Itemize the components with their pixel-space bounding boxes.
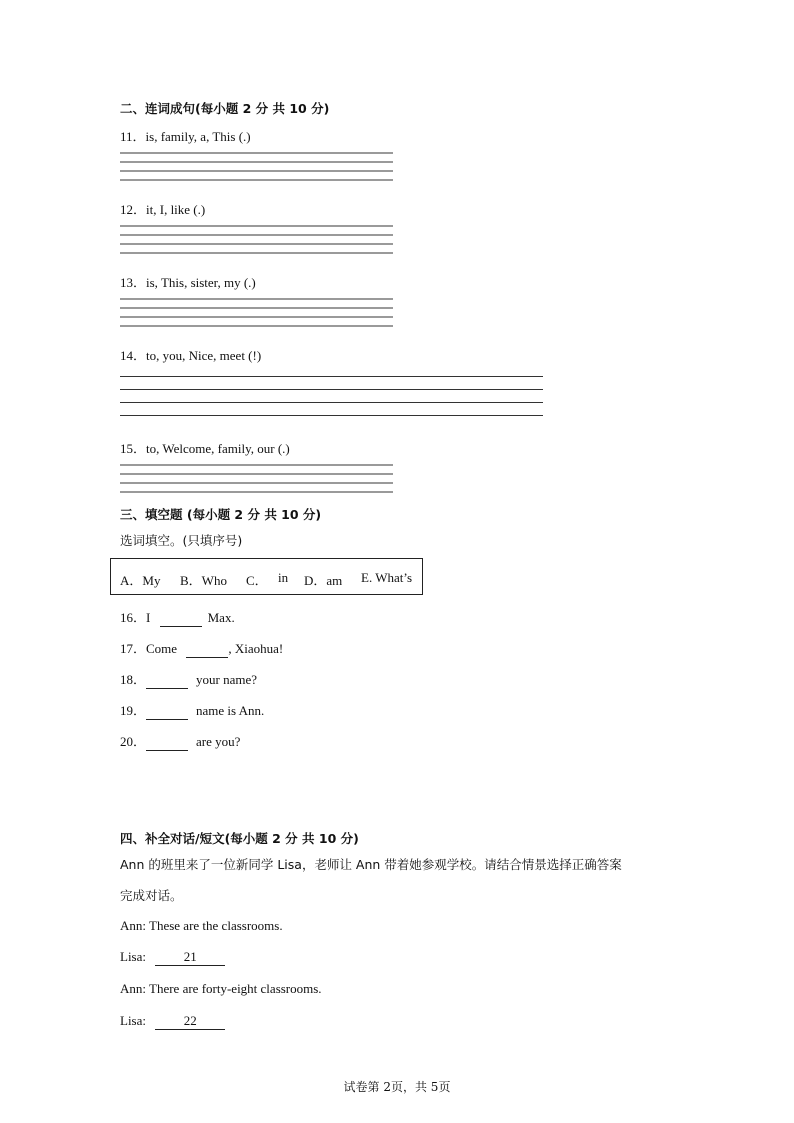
answer-lines-15[interactable] [120, 464, 393, 493]
question-17 [120, 638, 283, 658]
question-before: I [146, 610, 151, 625]
question-text: it, I, like (.) [146, 202, 206, 217]
question-18 [120, 669, 257, 689]
question-after: your name? [196, 672, 258, 687]
question-number: 13． [120, 275, 147, 290]
question-text: to, Welcome, family, our (.) [146, 441, 290, 456]
fill-blank-16[interactable] [160, 610, 202, 627]
option-d: D．am [304, 573, 343, 588]
word-bank-box [110, 558, 423, 595]
question-number: 12． [120, 202, 147, 217]
answer-lines-11[interactable] [120, 152, 393, 181]
dialogue-line-3 [120, 981, 322, 997]
question-number: 20． [120, 734, 147, 749]
question-text: to, you, Nice, meet (!) [146, 348, 262, 363]
dialogue-blank-21[interactable]: 21 [155, 949, 225, 966]
option-a: A．My [120, 573, 161, 588]
question-after: Max. [207, 610, 235, 625]
option-c-word: in [278, 570, 289, 585]
answer-lines-12[interactable] [120, 225, 393, 254]
answer-lines-14[interactable] [120, 376, 543, 416]
fill-blank-18[interactable] [146, 672, 188, 689]
section3-instruction: 选词填空。(只填序号) [120, 533, 243, 548]
question-19 [120, 700, 264, 720]
fill-blank-17[interactable] [186, 641, 228, 658]
speaker: Ann: [120, 981, 146, 996]
dialogue-blank-22[interactable]: 22 [155, 1013, 225, 1030]
question-after: are you? [196, 734, 241, 749]
speaker: Ann: [120, 918, 146, 933]
question-15 [120, 438, 290, 457]
question-16 [120, 607, 235, 627]
question-after: , Xiaohua! [228, 641, 284, 656]
speaker: Lisa: [120, 949, 146, 964]
dialogue-text: These are the classrooms. [149, 918, 283, 933]
section4-intro-line2: 完成对话。 [120, 888, 183, 903]
question-number: 17． [120, 641, 147, 656]
option-e: E. What’s [361, 570, 413, 585]
question-number: 11． [120, 129, 146, 144]
dialogue-line-4 [120, 1013, 225, 1030]
question-number: 14． [120, 348, 147, 363]
fill-blank-19[interactable] [146, 703, 188, 720]
question-13 [120, 272, 256, 291]
question-text: is, family, a, This (.) [145, 129, 251, 144]
question-11 [120, 126, 251, 145]
page-footer: 试卷第 2页，共 5页 [343, 1080, 451, 1094]
answer-lines-13[interactable] [120, 298, 393, 327]
speaker: Lisa: [120, 1013, 146, 1028]
question-14 [120, 345, 261, 364]
question-after: name is Ann. [196, 703, 265, 718]
section2-heading: 二、连词成句(每小题 2 分 共 10 分) [120, 101, 330, 116]
section3-heading: 三、填空题 (每小题 2 分 共 10 分) [120, 507, 322, 522]
question-number: 16． [120, 610, 147, 625]
question-text: is, This, sister, my (.) [146, 275, 256, 290]
dialogue-line-1 [120, 918, 283, 934]
section4-intro-line1: Ann 的班里来了一位新同学 Lisa，老师让 Ann 带着她参观学校。请结合情景选择正确答案 [120, 857, 622, 872]
question-number: 18． [120, 672, 147, 687]
fill-blank-20[interactable] [146, 734, 188, 751]
question-20 [120, 731, 240, 751]
dialogue-text: There are forty-eight classrooms. [149, 981, 322, 996]
question-number: 19． [120, 703, 147, 718]
section4-heading: 四、补全对话/短文(每小题 2 分 共 10 分) [120, 831, 359, 846]
question-before: Come [146, 641, 178, 656]
question-number: 15． [120, 441, 147, 456]
question-12 [120, 199, 205, 218]
dialogue-line-2 [120, 949, 225, 966]
option-c: C． [246, 573, 268, 588]
option-b: B．Who [180, 573, 227, 588]
